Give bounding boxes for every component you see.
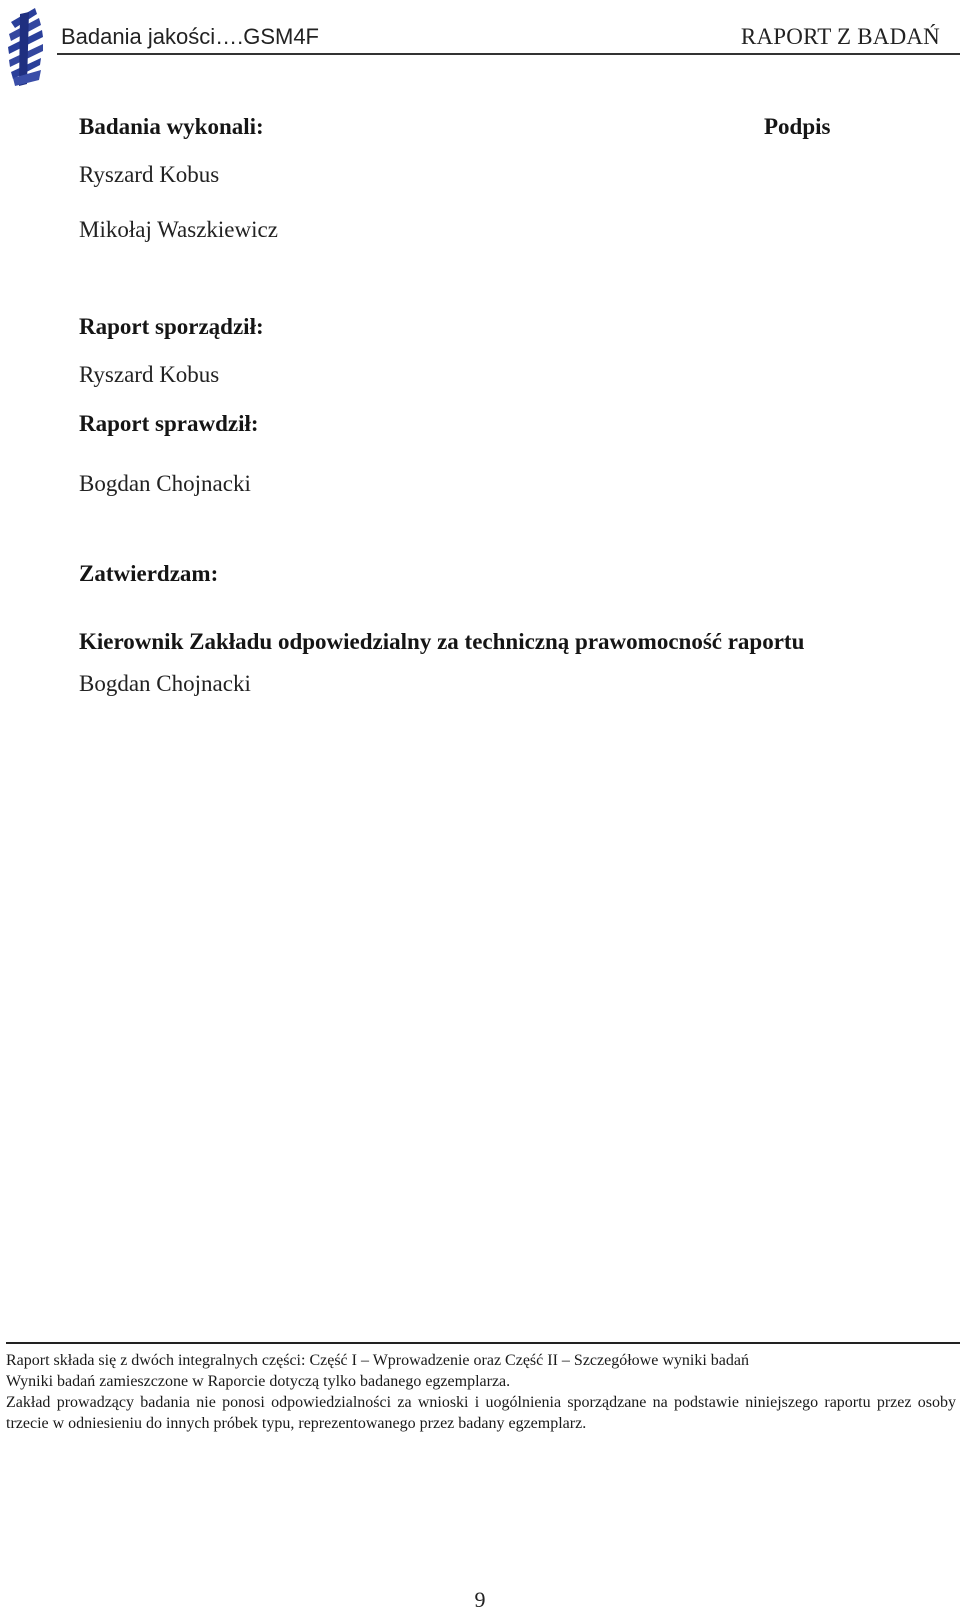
- performer-name: Ryszard Kobus: [79, 162, 220, 187]
- report-type: RAPORT Z BADAŃ: [740, 24, 940, 49]
- approve-label: Zatwierdzam:: [79, 561, 219, 586]
- performer-name: Mikołaj Waszkiewicz: [79, 217, 278, 242]
- page-number: 9: [474, 1587, 486, 1612]
- footer-liability-note: Zakład prowadzący badania nie ponosi odpowiedzialności za wnioski i uogólnienia sporządzane na podstawie niniejszego raportu przez osoby trzecie w odniesieniu do innych próbek typu, reprezentowanego przez badany egzemplarz.: [6, 1394, 956, 1432]
- institute-logo-icon: [5, 4, 47, 88]
- checked-by-name: Bogdan Chojnacki: [79, 471, 251, 496]
- header-divider: [57, 53, 960, 55]
- footer-parts-note: Raport składa się z dwóch integralnych części: Część I – Wprowadzenie oraz Część II – Szczegółowe wyniki badań: [6, 1352, 749, 1369]
- approver-role: Kierownik Zakładu odpowiedzialny za techniczną prawomocność raportu: [79, 629, 805, 654]
- prepared-by-label: Raport sporządził:: [79, 314, 264, 339]
- checked-by-label: Raport sprawdził:: [79, 411, 259, 436]
- approver-name: Bogdan Chojnacki: [79, 671, 251, 696]
- footer-divider: [6, 1342, 960, 1344]
- footer-scope-note: Wyniki badań zamieszczone w Raporcie dotyczą tylko badanego egzemplarza.: [6, 1373, 511, 1390]
- prepared-by-name: Ryszard Kobus: [79, 362, 220, 387]
- performed-by-label: Badania wykonali:: [79, 114, 264, 139]
- document-title: Badania jakości….GSM4F: [61, 24, 319, 49]
- signature-column-label: Podpis: [764, 114, 831, 139]
